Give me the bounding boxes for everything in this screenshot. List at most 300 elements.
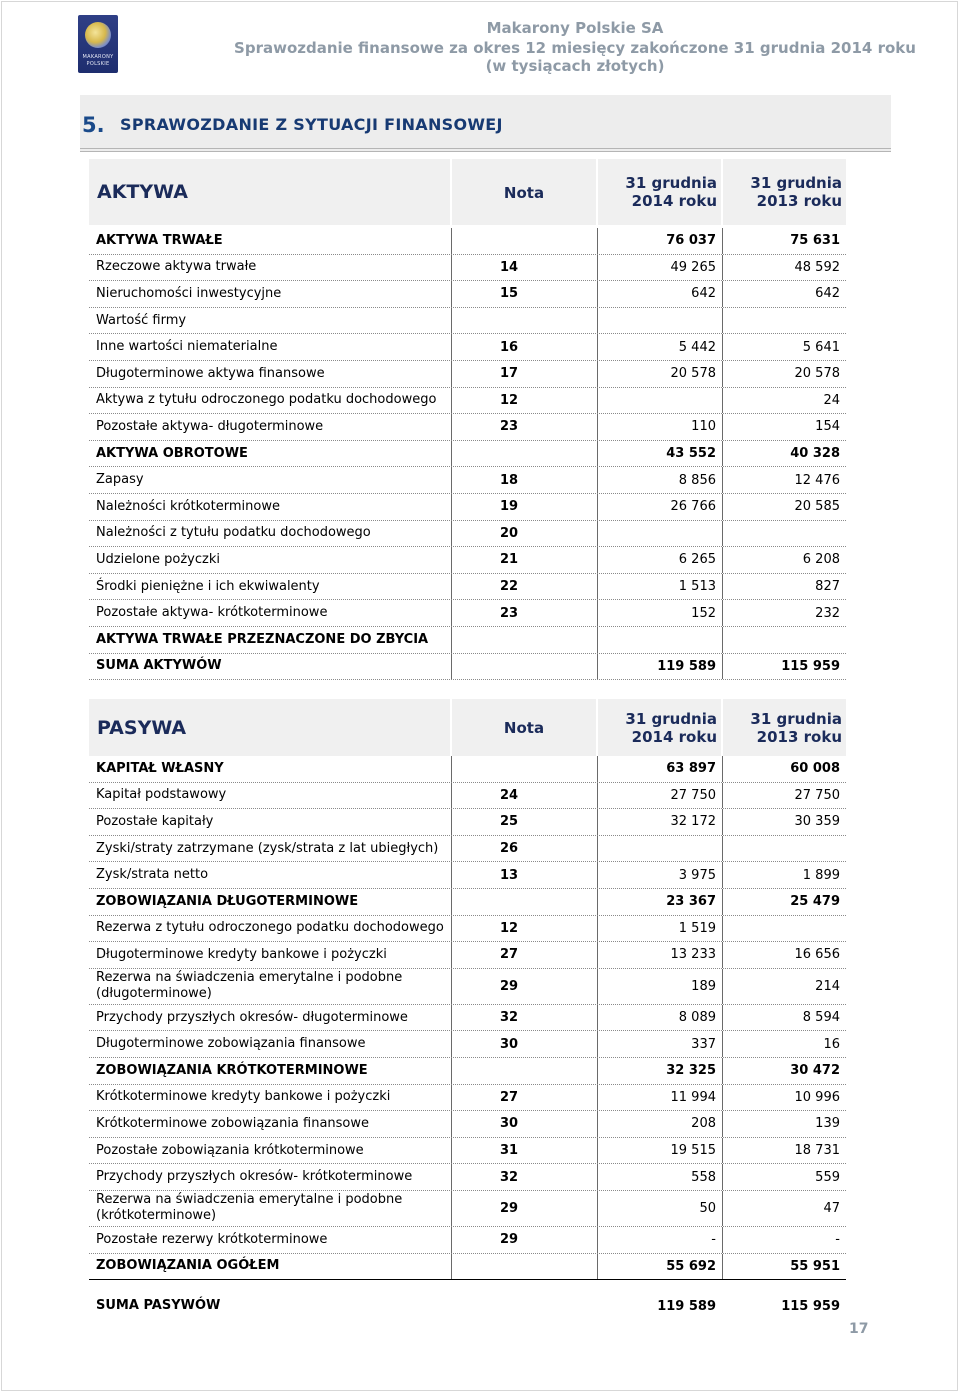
row-value-2014: 13 233 bbox=[670, 947, 716, 963]
column-divider bbox=[451, 1111, 452, 1137]
column-divider bbox=[451, 627, 452, 653]
column-divider bbox=[722, 836, 723, 862]
row-note: 32 bbox=[499, 1169, 519, 1185]
table-row bbox=[89, 783, 846, 810]
column-divider bbox=[722, 1164, 723, 1190]
row-label: Zysk/strata netto bbox=[96, 867, 209, 883]
table-row bbox=[89, 916, 846, 943]
column-divider bbox=[722, 889, 723, 915]
row-label: Przychody przyszłych okresów- długoterminowe bbox=[96, 1009, 408, 1025]
row-label: Rezerwa na świadczenia emerytalne i podobne (krótkoterminowe) bbox=[96, 1192, 403, 1224]
column-divider bbox=[597, 255, 598, 281]
section-heading bbox=[80, 95, 891, 152]
row-value-2013: 27 750 bbox=[794, 787, 840, 803]
row-value-2014: 23 367 bbox=[666, 894, 716, 910]
column-divider bbox=[597, 783, 598, 809]
row-note: 29 bbox=[499, 1200, 519, 1216]
column-divider bbox=[451, 783, 452, 809]
column-divider bbox=[451, 969, 452, 1004]
table-row bbox=[89, 836, 846, 863]
row-value-2013: 139 bbox=[815, 1116, 840, 1132]
row-value-2014: 152 bbox=[691, 605, 716, 621]
row-note: 14 bbox=[499, 259, 519, 275]
row-value-2014 bbox=[599, 521, 716, 547]
row-value-2014: 26 766 bbox=[670, 499, 716, 515]
table-row bbox=[89, 467, 846, 494]
row-value-2013: 1 899 bbox=[802, 867, 840, 883]
row-note: 29 bbox=[499, 1232, 519, 1248]
column-divider bbox=[722, 255, 723, 281]
column-divider bbox=[722, 809, 723, 835]
row-value-2014: 8 856 bbox=[678, 472, 716, 488]
column-divider bbox=[722, 1138, 723, 1164]
row-value-2013: 40 328 bbox=[790, 446, 840, 462]
row-label: Należności krótkoterminowe bbox=[96, 498, 280, 514]
row-value-2014: 55 692 bbox=[666, 1258, 716, 1274]
column-divider bbox=[597, 1227, 598, 1253]
column-divider bbox=[597, 547, 598, 573]
table-row bbox=[89, 1138, 846, 1165]
column-divider bbox=[597, 494, 598, 520]
table-row bbox=[89, 942, 846, 969]
column-divider bbox=[722, 1058, 723, 1084]
column-divider bbox=[597, 1058, 598, 1084]
row-note: 31 bbox=[499, 1143, 519, 1159]
column-divider bbox=[451, 494, 452, 520]
row-note: 24 bbox=[499, 787, 519, 803]
row-value-2014: 558 bbox=[691, 1169, 716, 1185]
row-value-2013 bbox=[723, 627, 840, 653]
column-divider bbox=[451, 1227, 452, 1253]
column-divider bbox=[722, 783, 723, 809]
row-value-2013: 30 472 bbox=[790, 1063, 840, 1079]
row-value-2013: 827 bbox=[815, 579, 840, 595]
logo-text: MAKARONY POLSKIE bbox=[82, 54, 114, 67]
section-title: SPRAWOZDANIE Z SYTUACJI FINANSOWEJ bbox=[120, 115, 503, 134]
row-value-2013: 10 996 bbox=[794, 1089, 840, 1105]
company-logo bbox=[78, 15, 118, 73]
row-value-2014 bbox=[599, 627, 716, 653]
row-value-2013: 154 bbox=[815, 419, 840, 435]
row-value-2013: 25 479 bbox=[790, 894, 840, 910]
column-divider bbox=[451, 1254, 452, 1280]
column-divider bbox=[722, 308, 723, 334]
table-row bbox=[89, 889, 846, 916]
column-divider bbox=[597, 1254, 598, 1280]
row-value-2013: 214 bbox=[815, 978, 840, 994]
column-divider bbox=[722, 1254, 723, 1280]
table-row bbox=[89, 228, 846, 255]
report-unit: (w tysiącach złotych) bbox=[485, 57, 665, 75]
column-divider bbox=[597, 1111, 598, 1137]
column-divider bbox=[451, 654, 452, 680]
row-note: 27 bbox=[499, 1089, 519, 1105]
row-label: Pozostałe aktywa- długoterminowe bbox=[96, 418, 324, 434]
assets-nota-header: Nota bbox=[503, 184, 545, 202]
row-value-2013 bbox=[723, 521, 840, 547]
column-divider bbox=[722, 574, 723, 600]
row-label: Pozostałe kapitały bbox=[96, 813, 214, 829]
row-note bbox=[452, 308, 596, 334]
column-divider bbox=[722, 1191, 723, 1226]
column-divider bbox=[451, 467, 452, 493]
row-note: 17 bbox=[499, 366, 519, 382]
table-row bbox=[89, 809, 846, 836]
column-divider bbox=[451, 547, 452, 573]
column-divider bbox=[597, 467, 598, 493]
column-divider bbox=[597, 916, 598, 942]
column-divider bbox=[597, 228, 598, 254]
row-value-2014: 8 089 bbox=[678, 1010, 716, 1026]
row-value-2014: 337 bbox=[691, 1036, 716, 1052]
column-divider bbox=[597, 281, 598, 307]
row-value-2013: 55 951 bbox=[790, 1258, 840, 1274]
liabilities-heading: PASYWA bbox=[97, 717, 187, 739]
row-label: ZOBOWIĄZANIA OGÓŁEM bbox=[96, 1258, 280, 1274]
column-divider bbox=[597, 600, 598, 626]
row-label: Pozostałe aktywa- krótkoterminowe bbox=[96, 605, 328, 621]
row-label: Krótkoterminowe zobowiązania finansowe bbox=[96, 1115, 370, 1131]
row-note: 18 bbox=[499, 472, 519, 488]
table-row bbox=[89, 1254, 846, 1281]
column-divider bbox=[722, 862, 723, 888]
row-value-2014: 11 994 bbox=[670, 1089, 716, 1105]
row-value-2013: 75 631 bbox=[790, 233, 840, 249]
row-label: Rzeczowe aktywa trwałe bbox=[96, 259, 257, 275]
column-divider bbox=[597, 361, 598, 387]
column-divider bbox=[451, 228, 452, 254]
table-row bbox=[89, 334, 846, 361]
assets-col-2013-header: 31 grudnia 2013 roku bbox=[750, 174, 842, 210]
column-divider bbox=[722, 1085, 723, 1111]
row-value-2013: 12 476 bbox=[794, 472, 840, 488]
liabilities-col-2013-header: 31 grudnia 2013 roku bbox=[750, 710, 842, 746]
liabilities-col-2014-header: 31 grudnia 2014 roku bbox=[625, 710, 717, 746]
table-row bbox=[89, 600, 846, 627]
column-divider bbox=[451, 1085, 452, 1111]
row-value-2014 bbox=[599, 836, 716, 862]
row-value-2013: - bbox=[835, 1232, 840, 1248]
column-divider bbox=[722, 228, 723, 254]
column-divider bbox=[597, 308, 598, 334]
column-divider bbox=[597, 654, 598, 680]
row-label: Rezerwa na świadczenia emerytalne i podobne (długoterminowe) bbox=[96, 970, 403, 1002]
row-note: 13 bbox=[499, 867, 519, 883]
column-divider bbox=[451, 916, 452, 942]
page-number: 17 bbox=[849, 1321, 869, 1337]
column-divider bbox=[722, 654, 723, 680]
row-note bbox=[452, 441, 596, 467]
column-divider bbox=[451, 1031, 452, 1057]
column-divider bbox=[722, 467, 723, 493]
row-label: Nieruchomości inwestycyjne bbox=[96, 285, 282, 301]
row-note: 16 bbox=[499, 339, 519, 355]
row-value-2014: 63 897 bbox=[666, 761, 716, 777]
column-divider bbox=[722, 627, 723, 653]
row-note: 21 bbox=[499, 552, 519, 568]
column-divider bbox=[451, 809, 452, 835]
row-label: Środki pieniężne i ich ekwiwalenty bbox=[96, 578, 320, 594]
row-value-2014 bbox=[599, 308, 716, 334]
row-value-2013: 20 585 bbox=[794, 499, 840, 515]
row-label: ZOBOWIĄZANIA DŁUGOTERMINOWE bbox=[96, 893, 359, 909]
row-note bbox=[452, 228, 596, 254]
row-note bbox=[452, 1254, 596, 1280]
row-value-2014: 1 519 bbox=[678, 920, 716, 936]
row-value-2014: 32 325 bbox=[666, 1063, 716, 1079]
liabilities-table-header bbox=[89, 699, 846, 756]
column-divider bbox=[451, 889, 452, 915]
row-label: Udzielone pożyczki bbox=[96, 551, 220, 567]
row-label: Rezerwa z tytułu odroczonego podatku dochodowego bbox=[96, 920, 444, 936]
row-note: 19 bbox=[499, 499, 519, 515]
table-row bbox=[89, 547, 846, 574]
column-divider bbox=[597, 809, 598, 835]
row-value-2014: - bbox=[711, 1232, 716, 1248]
row-label: Długoterminowe zobowiązania finansowe bbox=[96, 1036, 366, 1052]
column-divider bbox=[597, 1031, 598, 1057]
row-value-2014: 110 bbox=[691, 419, 716, 435]
row-label: ZOBOWIĄZANIA KRÓTKOTERMINOWE bbox=[96, 1062, 368, 1078]
row-value-2014: 119 589 bbox=[657, 1299, 716, 1315]
table-row bbox=[89, 969, 846, 1005]
column-divider bbox=[722, 547, 723, 573]
column-divider bbox=[451, 1191, 452, 1226]
row-note: 29 bbox=[499, 978, 519, 994]
column-divider bbox=[597, 889, 598, 915]
row-value-2013 bbox=[723, 308, 840, 334]
column-divider bbox=[722, 1031, 723, 1057]
row-note: 20 bbox=[499, 525, 519, 541]
column-divider bbox=[722, 1111, 723, 1137]
table-row bbox=[89, 521, 846, 548]
row-value-2013: 559 bbox=[815, 1169, 840, 1185]
row-value-2013: 6 208 bbox=[802, 552, 840, 568]
column-divider bbox=[722, 969, 723, 1004]
assets-table-header bbox=[89, 159, 846, 225]
column-divider bbox=[451, 334, 452, 360]
row-note: 26 bbox=[499, 841, 519, 857]
table-row bbox=[89, 308, 846, 335]
row-note bbox=[452, 1058, 596, 1084]
row-value-2013: 16 656 bbox=[794, 947, 840, 963]
column-divider bbox=[722, 942, 723, 968]
row-value-2013: 8 594 bbox=[802, 1010, 840, 1026]
column-divider bbox=[451, 441, 452, 467]
table-row bbox=[89, 361, 846, 388]
column-divider bbox=[722, 441, 723, 467]
row-label: Zapasy bbox=[96, 472, 144, 488]
row-value-2013: 24 bbox=[823, 392, 840, 408]
column-divider bbox=[451, 1005, 452, 1031]
table-row bbox=[89, 441, 846, 468]
row-value-2014: 119 589 bbox=[657, 658, 716, 674]
column-divider bbox=[451, 574, 452, 600]
row-note bbox=[452, 889, 596, 915]
company-name: Makarony Polskie SA bbox=[486, 19, 664, 37]
row-value-2014: 32 172 bbox=[670, 814, 716, 830]
row-note bbox=[452, 627, 596, 653]
row-note: 23 bbox=[499, 605, 519, 621]
column-divider bbox=[597, 441, 598, 467]
row-value-2014: 189 bbox=[691, 978, 716, 994]
column-divider bbox=[451, 281, 452, 307]
table-row bbox=[89, 1085, 846, 1112]
assets-table bbox=[89, 228, 846, 680]
row-note: 12 bbox=[499, 392, 519, 408]
row-value-2013: 18 731 bbox=[794, 1143, 840, 1159]
column-divider bbox=[451, 836, 452, 862]
assets-col-2014-header: 31 grudnia 2014 roku bbox=[625, 174, 717, 210]
row-label: Aktywa z tytułu odroczonego podatku dochodowego bbox=[96, 392, 437, 408]
row-note: 23 bbox=[499, 419, 519, 435]
column-divider bbox=[722, 414, 723, 440]
table-row bbox=[89, 255, 846, 282]
table-row bbox=[89, 1227, 846, 1254]
table-row bbox=[89, 1005, 846, 1032]
table-row bbox=[89, 1031, 846, 1058]
row-label: Krótkoterminowe kredyty bankowe i pożyczki bbox=[96, 1089, 391, 1105]
row-label: Kapitał podstawowy bbox=[96, 787, 227, 803]
table-row bbox=[89, 574, 846, 601]
report-period: Sprawozdanie finansowe za okres 12 miesięcy zakończone 31 grudnia 2014 roku bbox=[234, 39, 916, 57]
column-divider bbox=[722, 494, 723, 520]
column-divider bbox=[597, 521, 598, 547]
column-divider bbox=[451, 1138, 452, 1164]
column-divider bbox=[451, 862, 452, 888]
column-divider bbox=[722, 756, 723, 782]
table-row bbox=[89, 756, 846, 783]
column-divider bbox=[597, 1005, 598, 1031]
row-label: Przychody przyszłych okresów- krótkoterminowe bbox=[96, 1169, 413, 1185]
row-note: 22 bbox=[499, 579, 519, 595]
column-divider bbox=[722, 600, 723, 626]
row-value-2014: 642 bbox=[691, 286, 716, 302]
row-label: AKTYWA OBROTOWE bbox=[96, 445, 248, 461]
row-label: AKTYWA TRWAŁE bbox=[96, 232, 223, 248]
column-divider bbox=[597, 574, 598, 600]
assets-heading: AKTYWA bbox=[97, 181, 188, 203]
row-label: Wartość firmy bbox=[96, 312, 187, 328]
row-note: 12 bbox=[499, 920, 519, 936]
table-row bbox=[89, 494, 846, 521]
column-divider bbox=[722, 361, 723, 387]
row-note: 30 bbox=[499, 1036, 519, 1052]
row-value-2014: 6 265 bbox=[678, 552, 716, 568]
column-divider bbox=[597, 414, 598, 440]
row-value-2014: 208 bbox=[691, 1116, 716, 1132]
row-note: 27 bbox=[499, 947, 519, 963]
row-value-2013: 20 578 bbox=[794, 366, 840, 382]
column-divider bbox=[722, 1227, 723, 1253]
row-label: Zyski/straty zatrzymane (zysk/strata z lat ubiegłych) bbox=[96, 840, 439, 856]
table-row bbox=[89, 414, 846, 441]
row-note: 30 bbox=[499, 1116, 519, 1132]
row-note: 25 bbox=[499, 814, 519, 830]
table-row bbox=[89, 862, 846, 889]
column-divider bbox=[451, 255, 452, 281]
column-divider bbox=[451, 308, 452, 334]
row-note bbox=[452, 756, 596, 782]
row-value-2013: 5 641 bbox=[802, 339, 840, 355]
section-number: 5. bbox=[82, 113, 105, 137]
row-note bbox=[452, 1280, 596, 1318]
row-label: Inne wartości niematerialne bbox=[96, 339, 278, 355]
column-divider bbox=[597, 756, 598, 782]
row-value-2013: 60 008 bbox=[790, 761, 840, 777]
table-row bbox=[89, 1164, 846, 1191]
table-row bbox=[89, 1191, 846, 1227]
row-value-2013: 642 bbox=[815, 286, 840, 302]
column-divider bbox=[597, 1191, 598, 1226]
row-value-2013: 47 bbox=[823, 1200, 840, 1216]
liabilities-table bbox=[89, 756, 846, 1318]
table-row bbox=[89, 1280, 846, 1318]
column-divider bbox=[597, 862, 598, 888]
row-value-2014: 49 265 bbox=[670, 259, 716, 275]
column-divider bbox=[597, 1138, 598, 1164]
column-divider bbox=[597, 942, 598, 968]
column-divider bbox=[722, 281, 723, 307]
row-value-2014: 27 750 bbox=[670, 787, 716, 803]
column-divider bbox=[722, 521, 723, 547]
row-value-2014: 5 442 bbox=[678, 339, 716, 355]
column-divider bbox=[722, 388, 723, 414]
table-row bbox=[89, 281, 846, 308]
row-label: AKTYWA TRWAŁE PRZEZNACZONE DO ZBYCIA bbox=[96, 631, 429, 647]
column-divider bbox=[597, 1085, 598, 1111]
column-divider bbox=[597, 969, 598, 1004]
row-value-2013 bbox=[723, 916, 840, 942]
row-label: Pozostałe zobowiązania krótkoterminowe bbox=[96, 1142, 364, 1158]
table-row bbox=[89, 1111, 846, 1138]
row-value-2014: 3 975 bbox=[678, 867, 716, 883]
column-divider bbox=[451, 521, 452, 547]
row-value-2013: 115 959 bbox=[781, 1299, 840, 1315]
liabilities-nota-header: Nota bbox=[503, 719, 545, 737]
logo-emblem-icon bbox=[85, 22, 111, 48]
table-row bbox=[89, 627, 846, 654]
row-value-2014: 76 037 bbox=[666, 233, 716, 249]
row-value-2014: 50 bbox=[699, 1200, 716, 1216]
row-label: Długoterminowe kredyty bankowe i pożyczki bbox=[96, 946, 387, 962]
row-value-2014 bbox=[599, 388, 716, 414]
column-divider bbox=[722, 334, 723, 360]
column-divider bbox=[451, 942, 452, 968]
row-value-2014: 19 515 bbox=[670, 1143, 716, 1159]
row-note: 15 bbox=[499, 286, 519, 302]
table-row bbox=[89, 388, 846, 415]
column-divider bbox=[722, 916, 723, 942]
column-divider bbox=[451, 1164, 452, 1190]
row-label: SUMA AKTYWÓW bbox=[96, 658, 222, 674]
row-label: KAPITAŁ WŁASNY bbox=[96, 760, 224, 776]
column-divider bbox=[451, 756, 452, 782]
column-divider bbox=[597, 1164, 598, 1190]
column-divider bbox=[451, 388, 452, 414]
row-label: Pozostałe rezerwy krótkoterminowe bbox=[96, 1231, 328, 1247]
row-value-2014: 43 552 bbox=[666, 446, 716, 462]
row-value-2013: 115 959 bbox=[781, 658, 840, 674]
row-value-2014: 20 578 bbox=[670, 366, 716, 382]
column-divider bbox=[597, 388, 598, 414]
column-divider bbox=[597, 334, 598, 360]
row-note bbox=[452, 654, 596, 680]
row-value-2013: 232 bbox=[815, 605, 840, 621]
row-note: 32 bbox=[499, 1010, 519, 1026]
column-divider bbox=[451, 361, 452, 387]
row-label: Należności z tytułu podatku dochodowego bbox=[96, 525, 371, 541]
